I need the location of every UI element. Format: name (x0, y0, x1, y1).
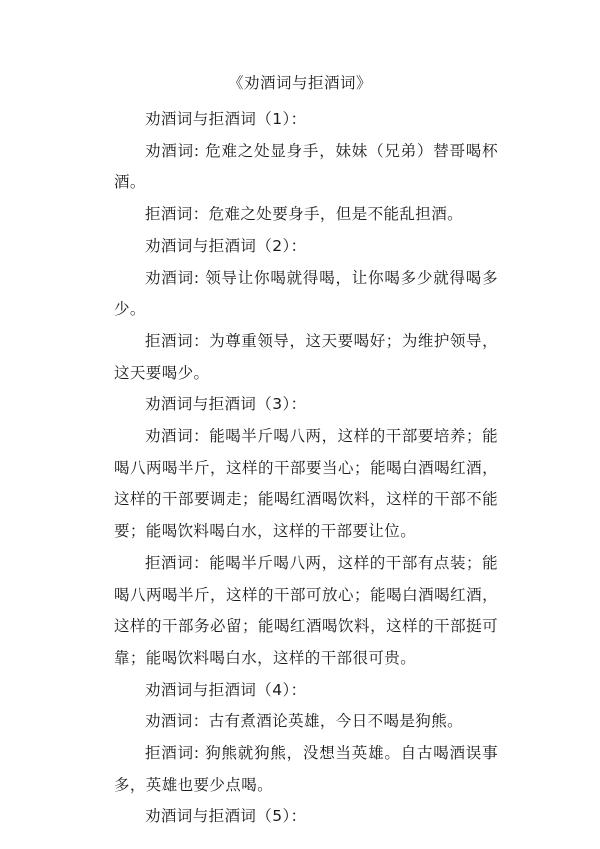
refusal-line: 拒酒词：为尊重领导，这天要喝好；为维护领导，这天要喝少。 (114, 331, 498, 382)
toast-line: 劝酒词：古有煮酒论英雄，今日不喝是狗熊。 (145, 712, 464, 731)
document-title: 《劝酒词与拒酒词》 (227, 74, 372, 92)
section-heading-3: 劝酒词与拒酒词（3）： (145, 395, 307, 414)
refusal-line: 拒酒词：能喝半斤喝八两，这样的干部有点装；能喝八两喝半斤，这样的干部可放心；能喝白酒喝红酒，这样的干部务必留；能喝红酒喝饮料，这样的干部挺可靠；能喝饮料喝白水，这样的干部很可贵。 (114, 553, 498, 667)
refusal-line: 拒酒词：危难之处要身手，但是不能乱担酒。 (145, 205, 464, 224)
document-body (114, 104, 498, 833)
toast-line: 劝酒词: 危难之处显身手，妹妹（兄弟）替哥喝杯酒。 (114, 141, 498, 192)
refusal-line: 拒酒词: 狗熊就狗熊，没想当英雄。自古喝酒误事多，英雄也要少点喝。 (114, 744, 498, 794)
section-heading-4: 劝酒词与拒酒词（4）： (145, 680, 307, 699)
toast-line: 劝酒词：能喝半斤喝八两，这样的干部要培养；能喝八两喝半斤，这样的干部要当心；能喝白酒喝红酒，这样的干部要调走；能喝红酒喝饮料，这样的干部不能要；能喝饮料喝白水，这样的干部要让位。 (114, 427, 498, 541)
section-heading-1: 劝酒词与拒酒词（1）： (145, 110, 307, 128)
toast-line: 劝酒词: 领导让你喝就得喝，让你喝多少就得喝多少。 (114, 268, 498, 319)
section-heading-2: 劝酒词与拒酒词（2）： (145, 236, 307, 255)
section-heading-5: 劝酒词与拒酒词（5）： (145, 807, 307, 826)
